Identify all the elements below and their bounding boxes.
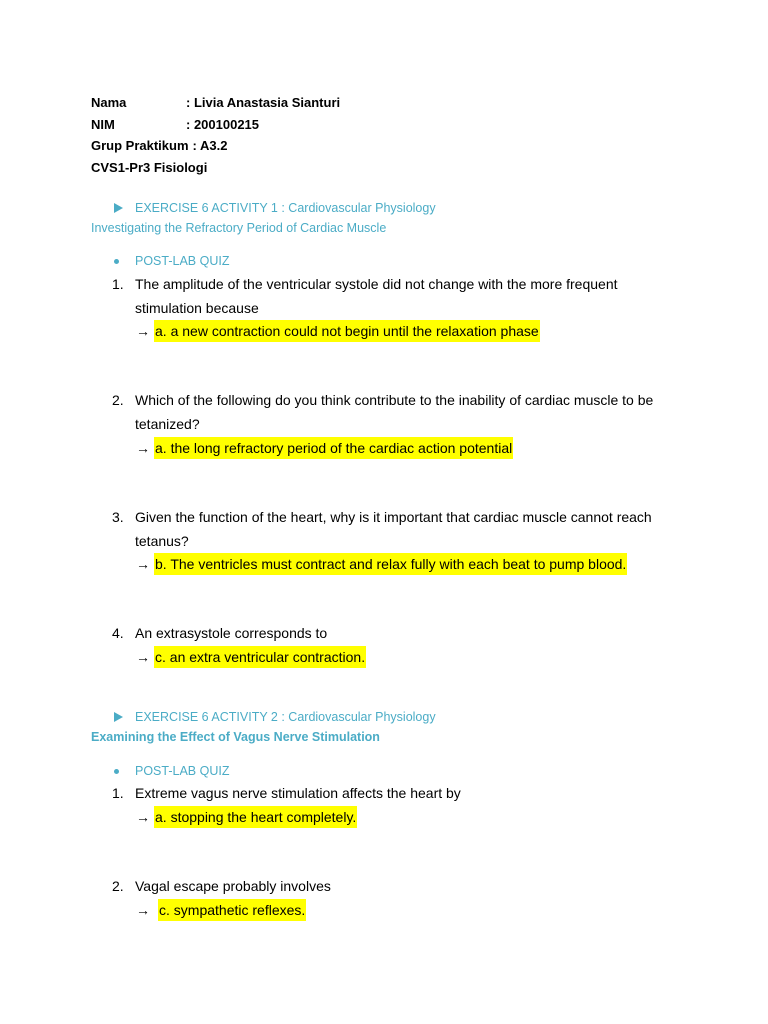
question-text: Vagal escape probably involves xyxy=(135,878,331,894)
right-arrow-icon: → xyxy=(136,440,150,456)
question-text: Given the function of the heart, why is it important that cardiac muscle cannot reach tetanus? xyxy=(135,509,652,549)
right-arrow-icon: → xyxy=(136,556,150,572)
answer-line xyxy=(136,646,366,668)
nama-value: : Livia Anastasia Sianturi xyxy=(186,95,341,110)
nim-label: NIM xyxy=(91,116,115,132)
student-info xyxy=(91,92,340,178)
arrowhead-bullet-icon xyxy=(114,712,123,722)
exercise1-postlab xyxy=(114,254,229,268)
arrowhead-bullet-icon xyxy=(114,203,123,213)
nim-value: : 200100215 xyxy=(186,116,260,132)
answer-highlight: b. The ventricles must contract and relax fully with each beat to pump blood. xyxy=(154,553,627,575)
exercise1-title xyxy=(114,201,436,215)
grup-value: : A3.2 xyxy=(192,138,228,153)
question-number: 2. xyxy=(112,878,124,894)
question-number: 1. xyxy=(112,276,124,292)
question-number: 1. xyxy=(112,785,124,801)
answer-line xyxy=(136,899,306,921)
course-row xyxy=(91,157,340,179)
bullet-dot-icon xyxy=(114,259,119,264)
question-number: 3. xyxy=(112,509,124,525)
question-item xyxy=(112,622,682,646)
question-text: The amplitude of the ventricular systole did not change with the more frequent stimulation because xyxy=(135,276,618,316)
question-item xyxy=(112,875,682,899)
answer-line xyxy=(136,320,540,342)
question-item xyxy=(112,273,682,320)
question-number: 4. xyxy=(112,625,124,641)
exercise2-postlab xyxy=(114,764,229,778)
exercise2-title xyxy=(114,710,436,724)
exercise1-title-text: EXERCISE 6 ACTIVITY 1 : Cardiovascular Physiology xyxy=(135,201,436,215)
exercise1-subtitle: Investigating the Refractory Period of Cardiac Muscle xyxy=(91,221,387,235)
question-number: 2. xyxy=(112,392,124,408)
answer-highlight: a. the long refractory period of the cardiac action potential xyxy=(154,437,513,459)
question-item xyxy=(112,782,682,806)
grup-row xyxy=(91,135,340,157)
answer-highlight: a. stopping the heart completely. xyxy=(154,806,357,828)
question-item xyxy=(112,506,682,553)
answer-highlight: c. an extra ventricular contraction. xyxy=(154,646,366,668)
question-text: Which of the following do you think contribute to the inability of cardiac muscle to be tetanized? xyxy=(135,392,654,432)
course-name: CVS1-Pr3 Fisiologi xyxy=(91,159,208,175)
nim-row xyxy=(91,114,340,136)
answer-highlight: c. sympathetic reflexes. xyxy=(158,899,306,921)
right-arrow-icon: → xyxy=(136,323,150,339)
right-arrow-icon: → xyxy=(136,902,150,918)
answer-line xyxy=(136,806,357,828)
answer-line xyxy=(136,437,513,459)
exercise2-subtitle: Examining the Effect of Vagus Nerve Stimulation xyxy=(91,730,380,744)
question-item xyxy=(112,389,682,436)
question-text: Extreme vagus nerve stimulation affects the heart by xyxy=(135,785,461,801)
right-arrow-icon: → xyxy=(136,649,150,665)
bullet-dot-icon xyxy=(114,769,119,774)
postlab-label: POST-LAB QUIZ xyxy=(135,254,230,268)
nama-label: Nama xyxy=(91,95,127,110)
question-text: An extrasystole corresponds to xyxy=(135,625,328,641)
exercise2-title-text: EXERCISE 6 ACTIVITY 2 : Cardiovascular Physiology xyxy=(135,710,436,724)
answer-line xyxy=(136,553,627,575)
nama-row xyxy=(91,92,340,114)
right-arrow-icon: → xyxy=(136,809,150,825)
grup-label: Grup Praktikum xyxy=(91,138,189,153)
postlab-label: POST-LAB QUIZ xyxy=(135,764,230,778)
answer-highlight: a. a new contraction could not begin until the relaxation phase xyxy=(154,320,540,342)
